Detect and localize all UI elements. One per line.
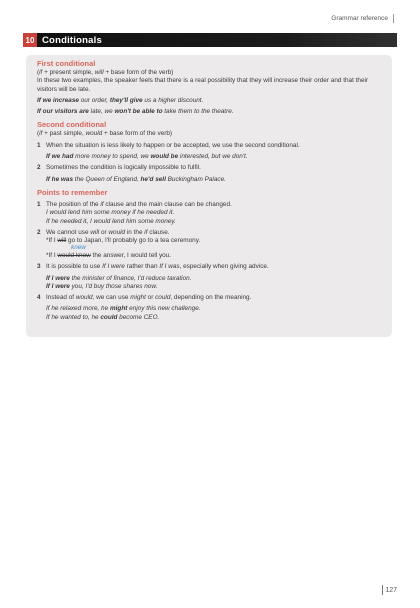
points-item-1: 1 The position of the if clause and the main clause can be changed. I would lend him some money if he needed it. If he needed it, I would lend him some money. (37, 201, 382, 226)
grammar-panel (26, 55, 392, 337)
second-example-1: If we had more money to spend, we would be interested, but we don't. (46, 153, 248, 161)
unit-title: Conditionals (42, 34, 102, 46)
points-item-3-example-2: If I were you, I'd buy those shares now. (46, 282, 158, 290)
handwritten-correction: knew (71, 244, 86, 252)
running-head (331, 14, 394, 23)
points-item-1-example-1: I would lend him some money if he needed it. (46, 209, 175, 217)
points-item-4-text: Instead of would, we can use might or could, depending on the meaning. (46, 294, 252, 302)
first-example-2: If our visitors are late, we won't be able to take them to the theatre. (37, 108, 234, 116)
second-item-1-text: When the situation is less likely to happen or be accepted, we use the second conditional. (46, 141, 300, 149)
unit-number: 10 (23, 33, 37, 47)
points-item-3-example-1: If I were the minister of finance, I'd reduce taxation. (46, 274, 192, 282)
second-item-2-text: Sometimes the condition is logically impossible to fulfil. (46, 164, 201, 172)
points-item-2-wrong-2: *If I would know the answer, I would tell you. (46, 251, 172, 259)
page-number (382, 585, 397, 595)
points-item-3: 3 It is possible to use If I were rather than If I was, especially when giving advice. If I were the minister of finance, I'd reduce taxation. If I were you, I'd buy those shares now. (37, 263, 382, 291)
first-conditional-form: (if + present simple, will + base form of the verb) (37, 69, 174, 76)
page-number-text: 127 (385, 586, 397, 594)
second-example-2: If he was the Queen of England, he'd sell Buckingham Palace. (46, 175, 226, 183)
first-conditional-explanation: In these two examples, the speaker feels that there is a real possibility that they will increase their order and that their visitors will be late. (37, 77, 369, 93)
points-item-4-example-1: If he relaxed more, he might enjoy this new challenge. (46, 305, 201, 313)
points-item-1-example-2: If he needed it, I would lend him some money. (46, 217, 176, 225)
points-item-3-text: It is possible to use If I were rather than If I was, especially when giving advice. (46, 263, 269, 271)
points-item-4-example-2: If he wanted to, he could become CEO. (46, 313, 160, 321)
section-banner (23, 33, 397, 47)
points-item-1-text: The position of the if clause and the main clause can be changed. (46, 200, 232, 208)
second-item-2: 2 Sometimes the condition is logically impossible to fulfil. If he was the Queen of England, he'd sell Buckingham Palace. (37, 164, 382, 184)
running-head-text: Grammar reference (331, 15, 388, 22)
points-item-2-text: We cannot use will or would in the if clause. (46, 228, 170, 236)
points-item-2: 2 We cannot use will or would in the if clause. *If I will go to Japan, I'll probably go to a tea ceremony. knew *If I would know the answer, I would tell you. (37, 229, 382, 260)
running-head-divider (393, 14, 394, 23)
points-heading: Points to remember (37, 187, 108, 197)
first-conditional-heading: First conditional (37, 59, 96, 68)
page-number-divider (382, 585, 383, 595)
second-conditional-form: (if + past simple, would + base form of the verb) (37, 130, 173, 138)
points-item-2-wrong-1: *If I will go to Japan, I'll probably go to a tea ceremony. (46, 237, 201, 245)
second-item-1: 1 When the situation is less likely to happen or be accepted, we use the second conditional. If we had more money to spend, we would be interested, but we don't. (37, 142, 382, 162)
second-conditional-heading: Second conditional (37, 120, 107, 130)
points-item-4: 4 Instead of would, we can use might or could, depending on the meaning. If he relaxed more, he might enjoy this new challenge. If he wanted to, he could become CEO. (37, 294, 382, 322)
first-example-1: If we increase our order, they'll give us a higher discount. (37, 96, 204, 104)
